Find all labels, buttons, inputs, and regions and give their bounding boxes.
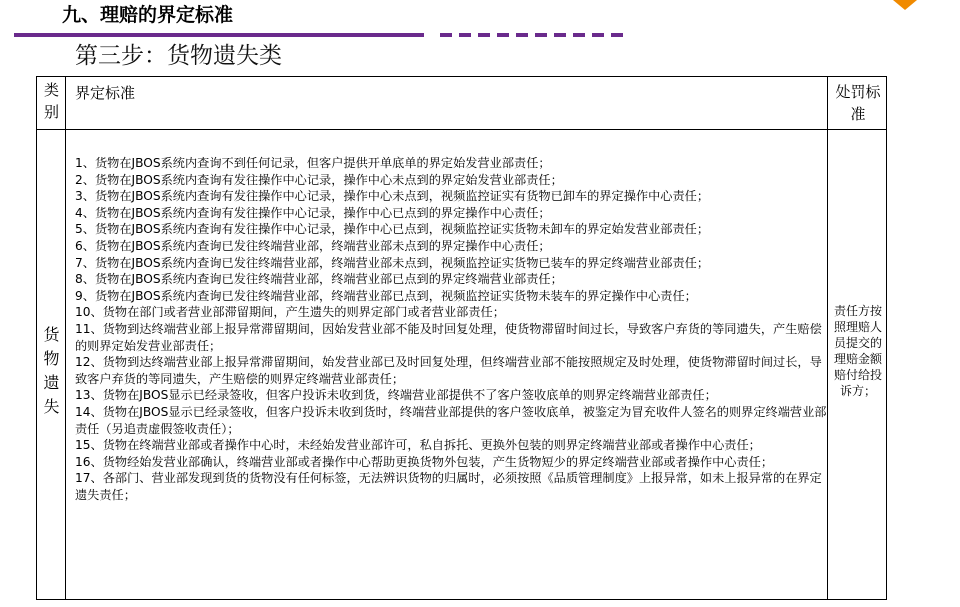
- criteria-item: 5、货物在JBOS系统内查询有发往操作中心记录，操作中心已点到，视频监控证实货物未卸车的界定始发营业部责任；: [75, 222, 710, 237]
- criteria-item: 6、货物在JBOS系统内查询已发往终端营业部，终端营业部未点到的界定操作中心责任；: [75, 238, 551, 253]
- category-cell: 货物遗失: [43, 325, 60, 416]
- header-row-divider: [37, 129, 886, 130]
- criteria-item: 11、货物到达终端营业部上报异常滞留期间，因始发营业部不能及时回复处理，使货物滞留时间过长，导致客户弃货的等同遗失，产生赔偿的则界定始发营业部责任；: [75, 321, 822, 353]
- criteria-item: 7、货物在JBOS系统内查询已发往终端营业部，终端营业部未点到，视频监控证实货物已装车的界定终端营业部责任；: [75, 255, 710, 270]
- criteria-item: 13、货物在JBOS显示已经录签收，但客户投诉未收到货，终端营业部提供不了客户签收底单的则界定终端营业部责任；: [75, 388, 717, 403]
- header-standard: 界定标准: [75, 84, 136, 102]
- title-underline-dashes: [440, 33, 624, 37]
- criteria-item: 4、货物在JBOS系统内查询有发往操作中心记录，操作中心已点到的界定操作中心责任；: [75, 205, 551, 220]
- criteria-table: [36, 76, 887, 600]
- criteria-item: 12、货物到达终端营业部上报异常滞留期间，始发营业部已及时回复处理，但终端营业部不能按照规定及时处理，使货物滞留时间过长，导致客户弃货的等同遗失，产生赔偿的则界定终端营业部责任；: [75, 355, 822, 386]
- column-divider: [827, 77, 828, 599]
- header-category: 类别: [43, 81, 59, 121]
- penalty-cell: 责任方按照理赔人员提交的理赔金额赔付给投诉方；: [833, 304, 882, 398]
- criteria-item: 14、货物在JBOS显示已经录签收，但客户投诉未收到货时，终端营业部提供的客户签收底单，被鉴定为冒充收件人签名的则界定终端营业部责任（另追责虚假签收责任）；: [75, 404, 827, 436]
- criteria-item: 10、货物在部门或者营业部滞留期间，产生遗失的则界定部门或者营业部责任；: [75, 305, 505, 320]
- page-title: 九、理赔的界定标准: [62, 4, 234, 26]
- criteria-item: 16、货物经始发营业部确认，终端营业部或者操作中心帮助更换货物外包装，产生货物短少的界定终端营业部或者操作中心责任；: [75, 454, 774, 469]
- header-penalty: 处罚标准: [835, 83, 881, 123]
- title-underline-bar: [14, 33, 424, 37]
- criteria-item: 15、货物在终端营业部或者操作中心时，未经始发营业部许可，私自拆托、更换外包装的则界定终端营业部或者操作中心责任；: [75, 438, 761, 453]
- criteria-item: 17、各部门、营业部发现到货的货物没有任何标签，无法辨识货物的归属时，必须按照《品质管理制度》上报异常，如未上报异常的在界定遗失责任；: [75, 471, 822, 502]
- criteria-item: 2、货物在JBOS系统内查询有发往操作中心记录，操作中心未点到的界定始发营业部责任；: [75, 172, 563, 187]
- criteria-item: 1、货物在JBOS系统内查询不到任何记录，但客户提供开单底单的界定始发营业部责任；: [75, 156, 551, 170]
- criteria-item: 3、货物在JBOS系统内查询有发往操作中心记录，操作中心未点到，视频监控证实有货物已卸车的界定操作中心责任；: [75, 189, 710, 204]
- corner-decoration: [893, 0, 917, 10]
- criteria-item: 9、货物在JBOS系统内查询已发往终端营业部，终端营业部已点到，视频监控证实货物未装车的界定操作中心责任；: [75, 288, 697, 303]
- criteria-item: 8、货物在JBOS系统内查询已发往终端营业部，终端营业部已点到的界定终端营业部责任；: [75, 272, 563, 287]
- criteria-list: [75, 155, 827, 503]
- section-subtitle: 第三步：货物遗失类: [75, 43, 282, 69]
